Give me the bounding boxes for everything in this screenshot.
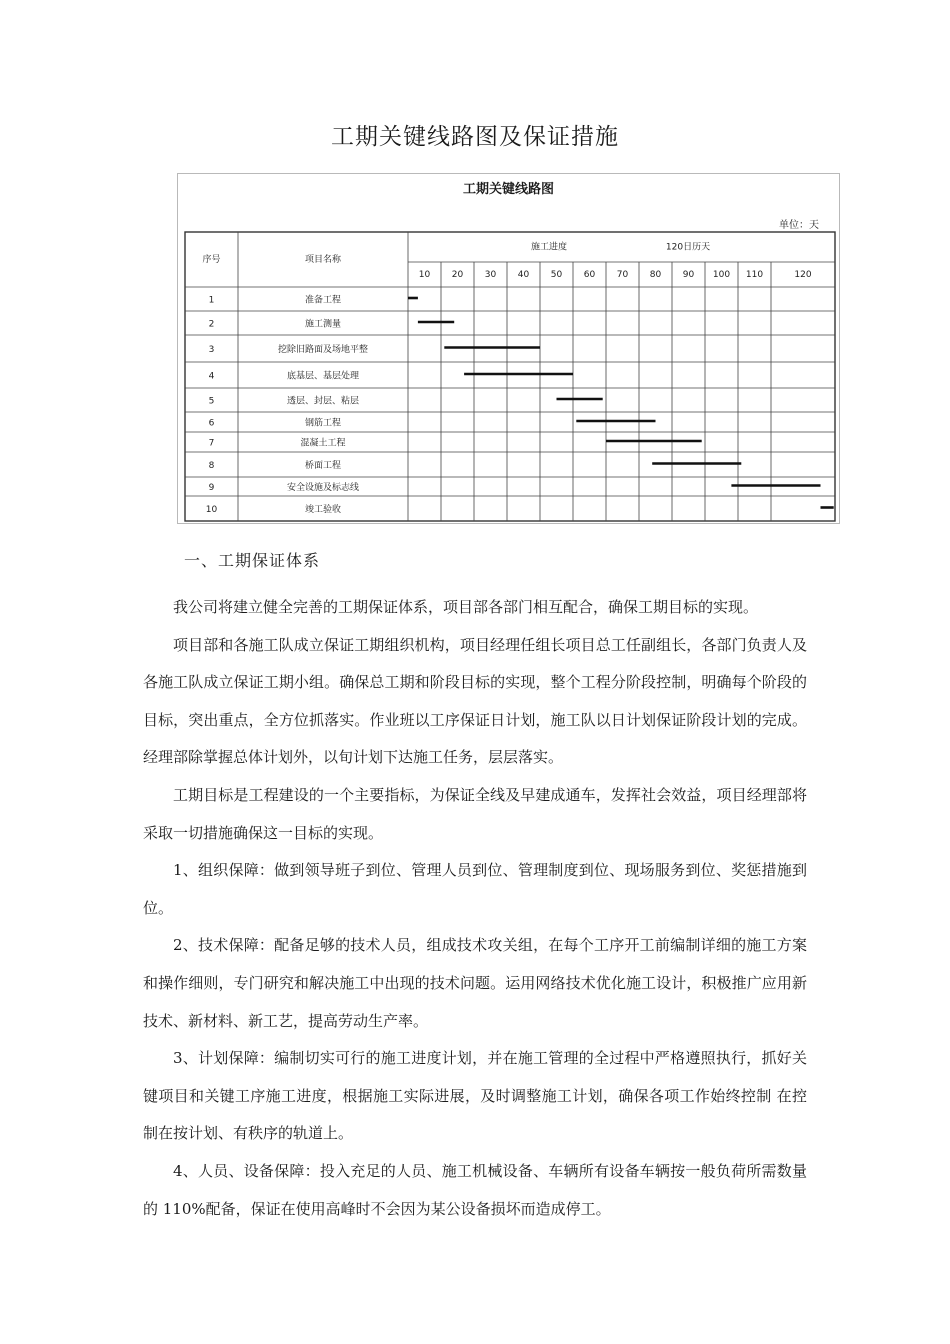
task-name: 混凝土工程: [300, 438, 346, 449]
paragraph: 项目部和各施工队成立保证工期组织机构，项目经理任组长项目总工任副组长，各部门负责人及各施工队成立保证工期小组。确保总工期和阶段目标的实现，整个工程分阶段控制，明确每个阶段的目标，突出重点，全方位抓落实。作业班以工序保证日计划，施工队以日计划保证阶段计划的完成。经理部除掌握总体计划外，以旬计划下达施工任务，层层落实。: [143, 635, 807, 767]
x-tick-label: 120: [794, 270, 812, 280]
task-name: 挖除旧路面及场地平整: [277, 345, 369, 355]
critical-path-chart: [177, 173, 840, 524]
progress-header: 施工进度: [530, 242, 568, 253]
task-name: 透层、封层、粘层: [286, 396, 360, 407]
task-name: 钢筋工程: [304, 418, 342, 429]
body-text: [143, 589, 807, 1228]
calendar-header: 120日历天: [665, 242, 711, 253]
gantt-chart: [178, 174, 839, 523]
name-column-header: 项目名称: [304, 255, 342, 265]
task-name: 底基层、基层处理: [286, 371, 360, 382]
x-tick-label: 70: [616, 270, 629, 280]
task-seq: 9: [208, 483, 215, 493]
seq-column-header: 序号: [202, 255, 221, 265]
x-tick-label: 30: [484, 270, 497, 280]
task-seq: 2: [208, 319, 215, 330]
x-tick-label: 80: [649, 270, 662, 280]
task-name: 桥面工程: [304, 461, 342, 471]
task-seq: 3: [208, 345, 215, 355]
paragraph: 2、技术保障：配备足够的技术人员，组成技术攻关组，在每个工序开工前编制详细的施工方案和操作细则，专门研究和解决施工中出现的技术问题。运用网络技术优化施工设计，积极推广应用新技术、新材料、新工艺，提高劳动生产率。: [143, 936, 807, 1030]
task-seq: 6: [208, 418, 215, 429]
unit-label: 单位：天: [779, 220, 819, 231]
task-seq: 7: [208, 438, 215, 449]
document-title: 工期关键线路图及保证措施: [331, 124, 619, 150]
section-heading: 一、工期保证体系: [184, 551, 321, 570]
task-seq: 1: [208, 295, 215, 306]
paragraph: 4、人员、设备保障：投入充足的人员、施工机械设备、车辆所有设备车辆按一般负荷所需数量的 110%配备，保证在使用高峰时不会因为某公设备损坏而造成停工。: [143, 1161, 807, 1218]
task-name: 安全设施及标志线: [286, 483, 360, 493]
task-seq: 8: [208, 461, 215, 471]
task-name: 施工测量: [304, 319, 342, 330]
table-border: [185, 232, 835, 521]
x-tick-label: 20: [451, 270, 464, 280]
task-seq: 10: [205, 505, 218, 515]
task-name: 准备工程: [304, 295, 342, 306]
paragraph: 我公司将建立健全完善的工期保证体系，项目部各部门相互配合，确保工期目标的实现。: [173, 598, 759, 616]
task-seq: 5: [208, 396, 215, 407]
x-tick-label: 10: [418, 270, 431, 280]
x-tick-label: 60: [583, 270, 596, 280]
paragraph: 工期目标是工程建设的一个主要指标，为保证全线及早建成通车，发挥社会效益，项目经理部将采取一切措施确保这一目标的实现。: [143, 785, 807, 842]
x-tick-label: 90: [682, 270, 695, 280]
x-tick-label: 40: [517, 270, 530, 280]
task-seq: 4: [208, 371, 215, 382]
x-tick-label: 50: [550, 270, 563, 280]
x-tick-label: 100: [712, 270, 731, 280]
paragraph: 3、计划保障：编制切实可行的施工进度计划，并在施工管理的全过程中严格遵照执行，抓好关键项目和关键工序施工进度，根据施工实际进展，及时调整施工计划，确保各项工作始终控制 在控制在按计划、有秩序的轨道上。: [143, 1049, 807, 1143]
task-name: 竣工验收: [304, 505, 342, 515]
x-tick-label: 110: [745, 270, 764, 280]
chart-title: 工期关键线路图: [462, 182, 554, 197]
paragraph: 1、组织保障：做到领导班子到位、管理人员到位、管理制度到位、现场服务到位、奖惩措施到位。: [143, 861, 807, 917]
